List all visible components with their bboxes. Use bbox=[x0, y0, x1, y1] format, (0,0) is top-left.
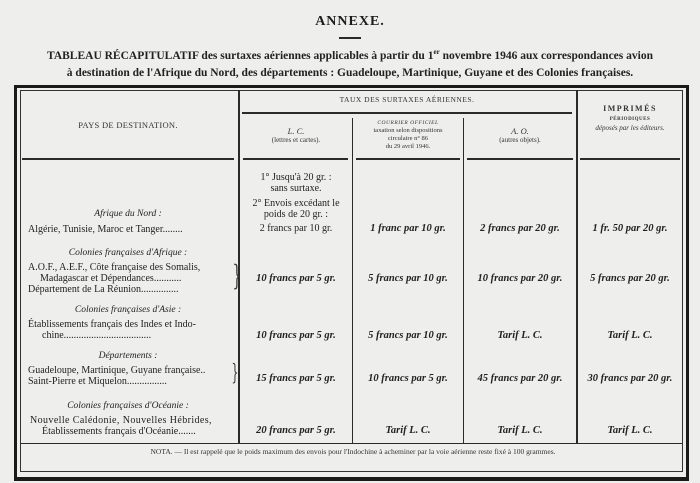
header-bottom-rule bbox=[243, 158, 348, 160]
rate-lc: 15 francs par 5 gr. bbox=[256, 373, 336, 384]
header-ao bbox=[464, 126, 576, 145]
header-courrier-title: COURRIER OFFICIEL bbox=[377, 120, 439, 126]
group-title: Colonies françaises d'Afrique : bbox=[68, 248, 188, 258]
destination: Nouvelle Calédonie, Nouvelles Hébrides, bbox=[30, 415, 212, 426]
header-courrier-line1: taxation selon dispositions bbox=[373, 127, 443, 134]
rate-courrier: 5 francs par 10 gr. bbox=[368, 273, 448, 284]
rate-imprimes: 1 fr. 50 par 20 gr. bbox=[592, 223, 668, 234]
document-title bbox=[20, 44, 680, 82]
rate-imprimes: 30 francs par 20 gr. bbox=[587, 373, 673, 384]
header-ao-sub: (autres objets). bbox=[499, 136, 541, 144]
header-courrier-line3: du 29 avril 1946. bbox=[385, 143, 431, 150]
rate-imprimes: Tarif L. C. bbox=[607, 330, 653, 341]
header-imprimes-title: IMPRIMÉS bbox=[603, 104, 657, 113]
rate-imprimes: Tarif L. C. bbox=[607, 425, 653, 436]
header-bottom-rule bbox=[467, 158, 573, 160]
destination: Département de La Réunion............... bbox=[28, 284, 179, 295]
brace: } bbox=[232, 259, 242, 292]
destination: Établissements français des Indes et Indo- bbox=[28, 319, 197, 330]
header-courrier bbox=[353, 119, 463, 151]
brace: } bbox=[231, 361, 239, 386]
nota-rule bbox=[21, 443, 682, 444]
header-bottom-rule bbox=[356, 158, 460, 160]
title-caps: TABLEAU RÉCAPITULATIF bbox=[47, 49, 199, 62]
annexe-heading: ANNEXE. bbox=[315, 14, 385, 29]
header-bottom-rule bbox=[22, 158, 234, 160]
rate-lc: 10 francs par 5 gr. bbox=[256, 273, 336, 284]
lc-note-line3: 2° Envois excédant le bbox=[252, 198, 340, 209]
title-line1: des surtaxes aériennes applicables à partir du 1 bbox=[198, 49, 434, 62]
destination: Établissements français d'Océanie....... bbox=[42, 426, 196, 437]
header-imprimes bbox=[578, 104, 682, 132]
header-courrier-line2: circulaire n° 86 bbox=[387, 135, 429, 142]
header-ao-title: A. O. bbox=[511, 126, 529, 136]
header-taux-group: TAUX DES SURTAXES AÉRIENNES. bbox=[339, 95, 475, 104]
rate-courrier: 5 francs par 10 gr. bbox=[368, 330, 448, 341]
destination: Algérie, Tunisie, Maroc et Tanger........ bbox=[28, 224, 183, 235]
header-bottom-rule bbox=[580, 158, 680, 160]
destination: A.O.F., A.E.F., Côte française des Somalis, bbox=[28, 262, 201, 273]
heading-rule bbox=[339, 37, 361, 39]
rate-courrier: 1 franc par 10 gr. bbox=[370, 223, 446, 234]
lc-note-line1: 1° Jusqu'à 20 gr. : bbox=[260, 172, 332, 183]
group-title: Départements : bbox=[98, 351, 158, 361]
destination: Saint-Pierre et Miquelon................ bbox=[28, 376, 167, 387]
title-line2: à destination de l'Afrique du Nord, des départements : Guadeloupe, Martinique, Guyane et des Colonies françaises. bbox=[66, 66, 634, 79]
group-title: Colonies françaises d'Asie : bbox=[74, 305, 182, 315]
rate-ao: Tarif L. C. bbox=[497, 425, 543, 436]
lc-note-line2: sans surtaxe. bbox=[270, 183, 322, 194]
title-line1-end: novembre 1946 aux correspondances avion bbox=[439, 49, 653, 62]
group-title: Colonies françaises d'Océanie : bbox=[67, 401, 189, 411]
title-sup: er bbox=[433, 48, 440, 56]
destination: chine................................... bbox=[42, 330, 152, 341]
rate-lc: 2 francs par 10 gr. bbox=[259, 223, 333, 234]
taux-underline bbox=[242, 112, 572, 114]
header-lc-title: L. C. bbox=[287, 126, 305, 136]
destination: Madagascar et Dépendances........... bbox=[40, 273, 182, 284]
header-pays: PAYS DE DESTINATION. bbox=[78, 120, 178, 130]
lc-note bbox=[240, 172, 352, 220]
col-divider bbox=[576, 90, 578, 443]
destination: Guadeloupe, Martinique, Guyane française.. bbox=[28, 365, 206, 376]
header-lc-sub: (lettres et cartes). bbox=[271, 136, 321, 144]
rate-ao: Tarif L. C. bbox=[497, 330, 543, 341]
rate-lc: 20 francs par 5 gr. bbox=[256, 425, 336, 436]
header-lc bbox=[240, 126, 352, 145]
rate-ao: 2 francs par 20 gr. bbox=[480, 223, 560, 234]
header-imprimes-line: déposés par les éditeurs. bbox=[595, 124, 665, 132]
group-title: Afrique du Nord : bbox=[94, 209, 162, 219]
rate-imprimes: 5 francs par 20 gr. bbox=[590, 273, 670, 284]
rate-ao: 10 francs par 20 gr. bbox=[477, 273, 563, 284]
rate-ao: 45 francs par 20 gr. bbox=[477, 373, 563, 384]
rate-lc: 10 francs par 5 gr. bbox=[256, 330, 336, 341]
lc-note-line4: poids de 20 gr. : bbox=[263, 209, 329, 220]
rate-courrier: 10 francs par 5 gr. bbox=[368, 373, 448, 384]
nota-text: NOTA. — Il est rappelé que le poids maximum des envois pour l'Indochine à acheminer par la voie aérienne reste fixé à 100 grammes. bbox=[150, 447, 556, 456]
rate-courrier: Tarif L. C. bbox=[385, 425, 431, 436]
header-imprimes-sub: PÉRIODIQUES bbox=[609, 117, 651, 122]
